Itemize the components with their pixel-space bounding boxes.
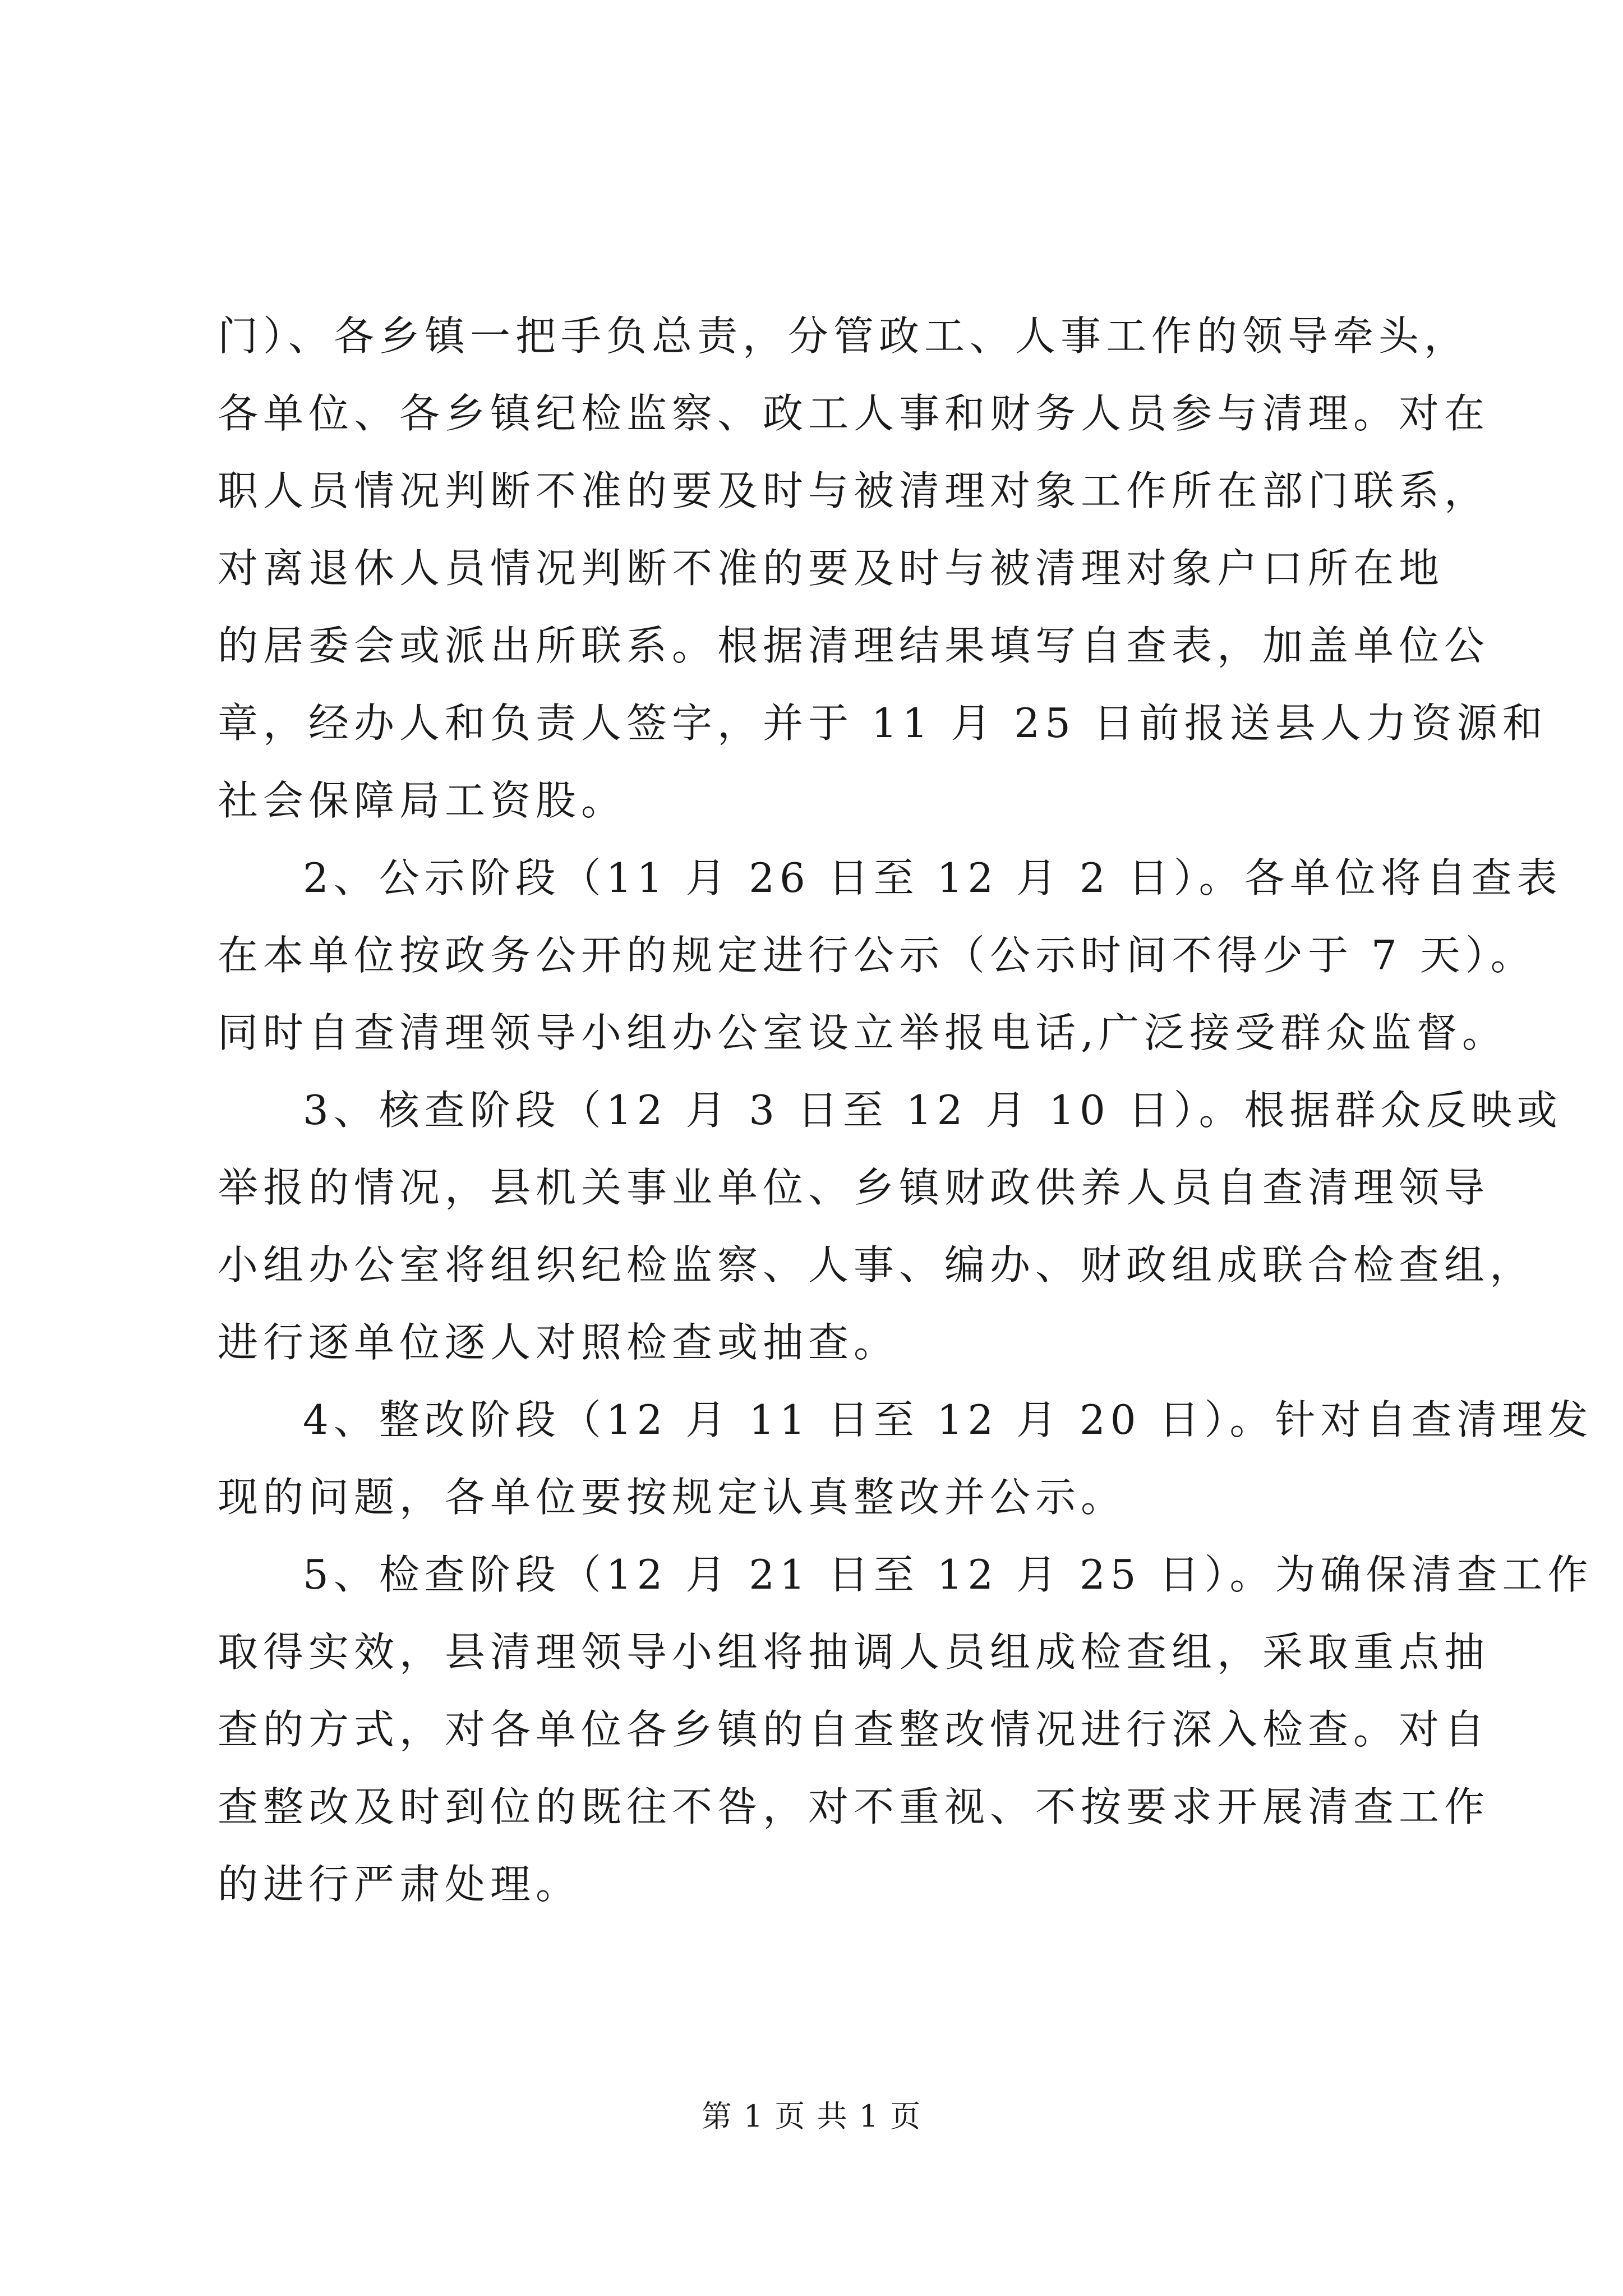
body-line: 小组办公室将组织纪检监察、人事、编办、财政组成联合检查组，: [218, 1241, 1536, 1289]
body-line: 进行逐单位逐人对照检查或抽查。: [218, 1319, 900, 1366]
body-line: 的居委会或派出所联系。根据清理结果填写自查表，加盖单位公: [218, 622, 1490, 669]
body-line: 查的方式，对各单位各乡镇的自查整改情况进行深入检查。对自: [218, 1706, 1490, 1753]
body-line: 在本单位按政务公开的规定进行公示（公示时间不得少于 7 天）。: [218, 932, 1536, 979]
paragraph-4-start: 4、整改阶段（12 月 11 日至 12 月 20 日）。针对自查清理发: [303, 1396, 1593, 1443]
page-footer: 第 1 页 共 1 页: [701, 2099, 922, 2134]
paragraph-2-start: 2、公示阶段（11 月 26 日至 12 月 2 日）。各单位将自查表: [303, 854, 1562, 901]
body-line: 各单位、各乡镇纪检监察、政工人事和财务人员参与清理。对在: [218, 390, 1490, 437]
body-line: 对离退休人员情况判断不准的要及时与被清理对象户口所在地: [218, 545, 1445, 592]
paragraph-5-start: 5、检查阶段（12 月 21 日至 12 月 25 日）。为确保清查工作: [303, 1551, 1593, 1598]
body-line: 取得实效，县清理领导小组将抽调人员组成检查组，采取重点抽: [218, 1628, 1490, 1676]
document-body: [218, 297, 1593, 1923]
body-line: 职人员情况判断不准的要及时与被清理对象工作所在部门联系，: [218, 467, 1490, 514]
body-line: 章，经办人和负责人签字，并于 11 月 25 日前报送县人力资源和: [218, 700, 1548, 747]
body-line: 举报的情况，县机关事业单位、乡镇财政供养人员自查清理领导: [218, 1164, 1490, 1211]
body-line: 社会保障局工资股。: [218, 777, 627, 824]
body-line: 现的问题，各单位要按规定认真整改并公示。: [218, 1474, 1127, 1521]
body-line: 门）、各乡镇一把手负总责，分管政工、人事工作的领导牵头，: [218, 312, 1470, 360]
body-line: 的进行严肃处理。: [218, 1861, 582, 1908]
paragraph-3-start: 3、核查阶段（12 月 3 日至 12 月 10 日）。根据群众反映或: [303, 1087, 1562, 1134]
body-line: 查整改及时到位的既往不咎，对不重视、不按要求开展清查工作: [218, 1783, 1490, 1830]
body-line: 同时自查清理领导小组办公室设立举报电话,广泛接受群众监督。: [218, 1009, 1507, 1056]
